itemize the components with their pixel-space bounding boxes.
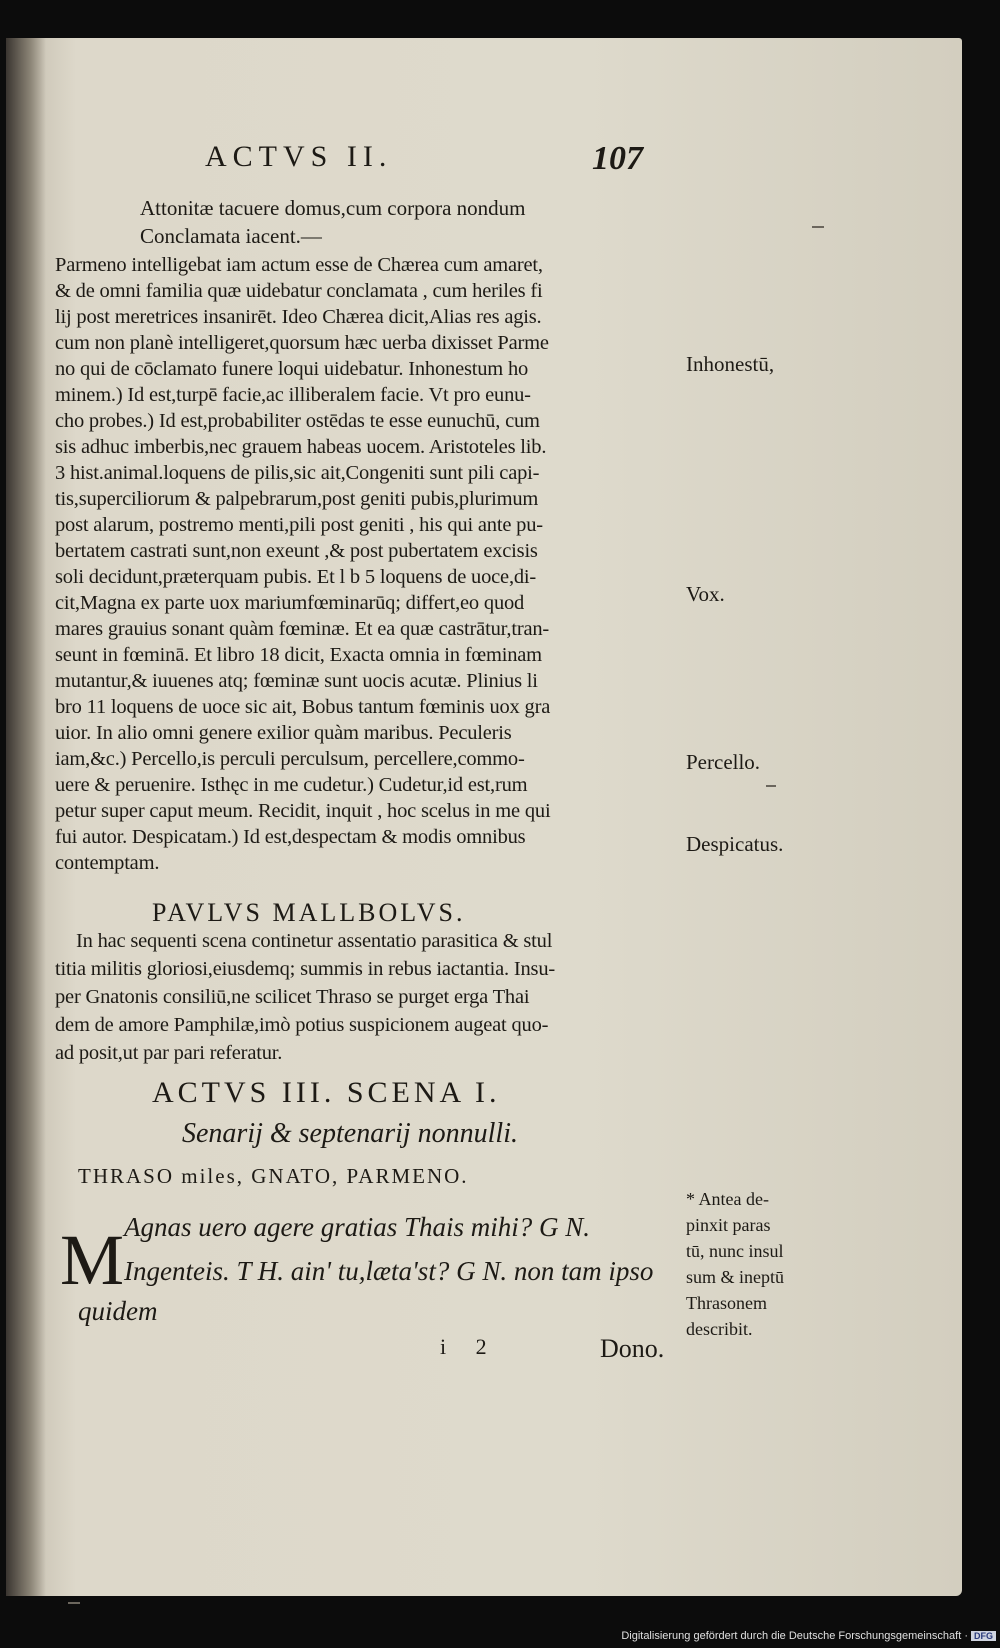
margin-mark bbox=[68, 1602, 80, 1604]
commentary-line: iam,&c.) Percello,is perculi perculsum, percellere,commo- bbox=[55, 748, 525, 770]
commentary-line: uere & peruenire. Isthęc in me cudetur.) Cudetur,id est,rum bbox=[55, 774, 528, 796]
cast-list: THRASO miles, GNATO, PARMENO. bbox=[78, 1164, 469, 1188]
intro-line: dem de amore Pamphilæ,imò potius suspicionem augeat quo- bbox=[55, 1014, 549, 1036]
play-line: Agnas uero agere gratias Thais mihi? G N. bbox=[124, 1212, 591, 1242]
side-note-line: tū, nunc insul bbox=[686, 1241, 784, 1261]
side-note-line: describit. bbox=[686, 1319, 753, 1339]
intro-line: ad posit,ut par pari referatur. bbox=[55, 1042, 283, 1064]
marginal-despicatus: Despicatus. bbox=[686, 832, 784, 856]
commentary-line: contemptam. bbox=[55, 852, 160, 874]
margin-mark bbox=[766, 785, 776, 787]
commentary-line: bertatem castrati sunt,non exeunt ,& post pubertatem excisis bbox=[55, 540, 538, 562]
commentary-line: fui autor. Despicatam.) Id est,despectam & modis omnibus bbox=[55, 826, 526, 848]
commentary-line: post alarum, postremo menti,pili post geniti , his qui ante pu- bbox=[55, 514, 543, 536]
commentary-line: mares grauius sonant quàm fœminæ. Et ea quæ castrātur,tran- bbox=[55, 618, 550, 640]
side-note-line: * Antea de- bbox=[686, 1189, 769, 1209]
marginal-inhonestum: Inhonestū, bbox=[686, 352, 775, 376]
commentary-line: petur super caput meum. Recidit, inquit , hoc scelus in me qui bbox=[55, 800, 551, 822]
intro-line: In hac sequenti scena continetur assentatio parasitica & stul bbox=[76, 930, 553, 952]
commentary-line: 3 hist.animal.loquens de pilis,sic ait,Congeniti sunt pili capi- bbox=[55, 462, 540, 484]
binding-shadow bbox=[6, 38, 46, 1596]
commentary-line: lij post meretrices insanirēt. Ideo Chærea dicit,Alias res agis. bbox=[55, 306, 542, 328]
meter-subtitle: Senarij & septenarij nonnulli. bbox=[182, 1118, 518, 1149]
commentary-line: cum non planè intelligeret,quorsum hæc uerba dixisset Parme bbox=[55, 332, 549, 354]
commentary-line: Parmeno intelligebat iam actum esse de Chærea cum amaret, bbox=[55, 254, 543, 276]
commentary-line: sis adhuc imberbis,nec grauem habeas uocem. Aristoteles lib. bbox=[55, 436, 547, 458]
marginal-percello: Percello. bbox=[686, 750, 761, 774]
side-note-line: Thrasonem bbox=[686, 1293, 767, 1313]
commentary-line: bro 11 loquens de uoce sic ait, Bobus tantum fœminis uox gra bbox=[55, 696, 551, 718]
commentary-line: tis,superciliorum & palpebrarum,post geniti pubis,plurimum bbox=[55, 488, 539, 510]
verse-line: Conclamata iacent.— bbox=[140, 224, 322, 248]
commentary-line: soli decidunt,præterquam pubis. Et l b 5 loquens de uoce,di- bbox=[55, 566, 537, 588]
play-line: quidem bbox=[78, 1296, 158, 1326]
verse-line: Attonitæ tacuere domus,cum corpora nondum bbox=[140, 196, 526, 220]
intro-line: titia militis gloriosi,eiusdemq; summis in rebus iactantia. Insu- bbox=[55, 958, 556, 980]
commentary-line: cho probes.) Id est,probabiliter ostēdas te esse eunuchū, cum bbox=[55, 410, 540, 432]
digitization-footer bbox=[621, 1630, 996, 1642]
side-note-line: sum & ineptū bbox=[686, 1267, 784, 1287]
marginal-vox: Vox. bbox=[686, 582, 725, 606]
dfg-logo: DFG bbox=[971, 1631, 996, 1641]
act-scene-heading: ACTVS III. SCENA I. bbox=[152, 1076, 501, 1109]
commentary-line: cit,Magna ex parte uox mariumfœminarūq; differt,eo quod bbox=[55, 592, 525, 614]
signature-mark: i 2 bbox=[440, 1334, 499, 1359]
intro-line: per Gnatonis consiliū,ne scilicet Thraso se purget erga Thai bbox=[55, 986, 530, 1008]
catchword: Dono. bbox=[600, 1334, 665, 1363]
play-line: Ingenteis. T H. ain' tu,læta'st? G N. non tam ipso bbox=[124, 1256, 654, 1286]
side-note-line: pinxit paras bbox=[686, 1215, 771, 1235]
page-number: 107 bbox=[592, 140, 643, 177]
footer-text: Digitalisierung gefördert durch die Deutsche Forschungsgemeinschaft · bbox=[621, 1630, 968, 1642]
author-heading: PAVLVS MALLBOLVS. bbox=[152, 898, 466, 927]
commentary-line: no qui de cōclamato funere loqui uidebatur. Inhonestum ho bbox=[55, 358, 529, 380]
commentary-line: seunt in fœminā. Et libro 18 dicit, Exacta omnia in fœminam bbox=[55, 644, 542, 666]
commentary-line: minem.) Id est,turpē facie,ac illiberalem facie. Vt pro eunu- bbox=[55, 384, 531, 406]
drop-cap: M bbox=[60, 1220, 125, 1300]
commentary-line: uior. In alio omni genere exilior quàm maribus. Peculeris bbox=[55, 722, 512, 744]
commentary-line: mutantur,& iuuenes atq; fœminæ sunt uocis acutæ. Plinius li bbox=[55, 670, 538, 692]
running-head: ACTVS II. bbox=[205, 140, 393, 173]
commentary-line: & de omni familia quæ uidebatur conclamata , cum heriles fi bbox=[55, 280, 543, 302]
margin-mark bbox=[812, 226, 824, 228]
